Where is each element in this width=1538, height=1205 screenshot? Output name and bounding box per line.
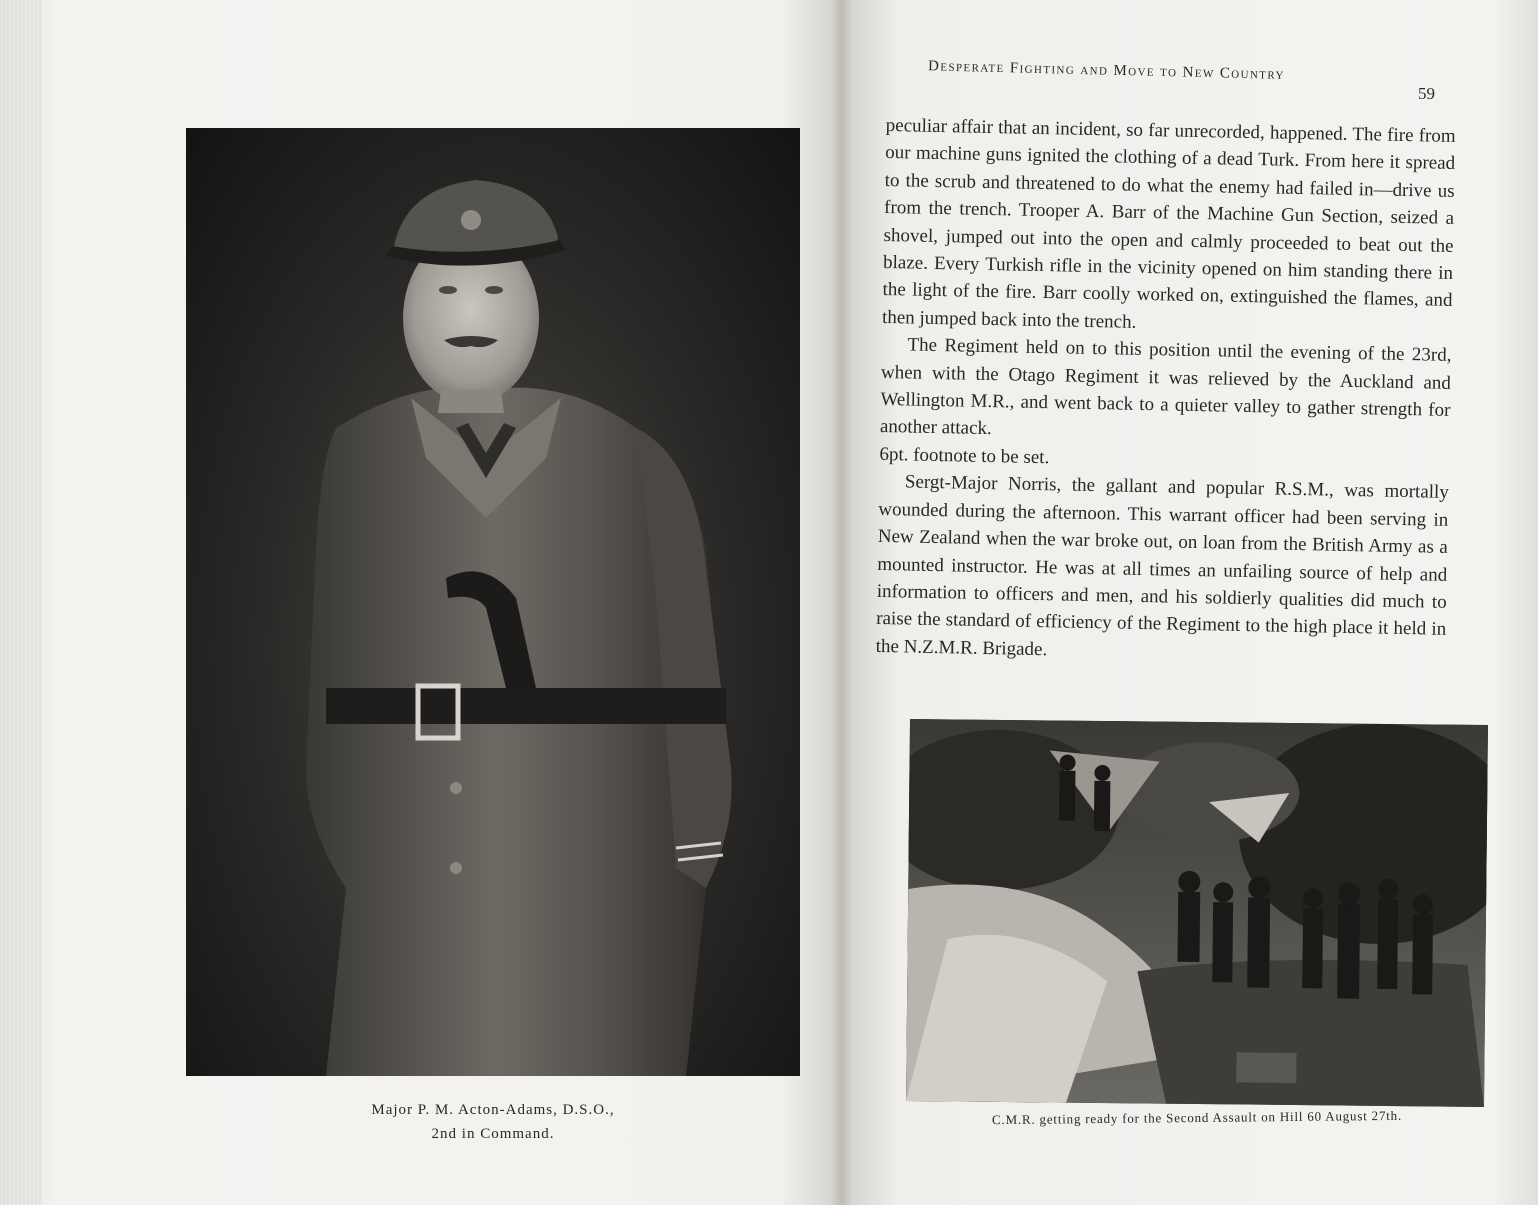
page-edges: [0, 0, 42, 1205]
portrait-illustration: [186, 128, 800, 1076]
footnote-note: 6pt. footnote to be set.: [879, 443, 1050, 469]
page-number: 59: [1418, 84, 1435, 103]
paragraph-1: peculiar affair that an incident, so far unrecorded, happened. The fire from our machine guns ignited the clothing of a dead Turk. From here it spread to the scrub and threatened to do what the enemy had failed in—drive us from the trench. Trooper A. Barr of the Machine Gun Section, seized a shovel, jumped out into the open and calmly proceeded to beat out the blaze. Every Turkish rifle in the vicinity opened on him standing there in the light of the fire. Barr coolly worked on, extinguished the flames, and then jumped back into the trench.: [881, 114, 1456, 333]
running-head: Desperate Fighting and Move to New Country: [927, 58, 1286, 83]
paragraph-3: Sergt-Major Norris, the gallant and popular R.S.M., was mortally wounded during the afternoon. This warrant officer had been serving in New Zealand when the war broke out, on loan from the British Army as a mounted instructor. He was at all times an unfailing source of help and information to officers and men, and his soldierly qualities did much to raise the standard of efficiency of the Regiment to the high place it held in the N.Z.M.R. Brigade.: [875, 471, 1449, 660]
body-text: [875, 112, 1455, 671]
trench-photo: [906, 719, 1488, 1107]
paragraph-2: The Regiment held on to this position until the evening of the 23rd, when with the Otago Regiment it was relieved by the Auckland and Wellington M.R., and went back to a quieter valley to gather strength for another attack.: [879, 334, 1452, 440]
portrait-caption-line2: 2nd in Command.: [431, 1126, 555, 1142]
portrait-caption: [186, 1098, 800, 1146]
trench-photo-illustration: [906, 719, 1488, 1107]
portrait-photo: [186, 128, 800, 1076]
portrait-caption-line1: Major P. M. Acton-Adams, D.S.O.,: [371, 1102, 615, 1118]
photo-caption: C.M.R. getting ready for the Second Assault on Hill 60 August 27th.: [991, 1107, 1403, 1128]
